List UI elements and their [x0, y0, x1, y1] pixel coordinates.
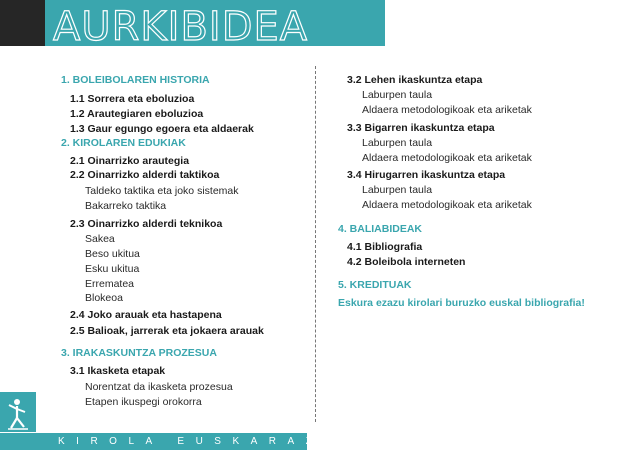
toc-subitem-3-2-a: Laburpen taula — [362, 89, 433, 101]
toc-item-1-3: 1.3 Gaur egungo egoera eta aldaerak — [70, 123, 254, 135]
section-heading-5: 5. KREDITUAK — [338, 279, 412, 291]
toc-item-4-1: 4.1 Bibliografia — [347, 241, 423, 253]
toc-item-3-2: 3.2 Lehen ikaskuntza etapa — [347, 74, 483, 86]
footer-brand: KIROLA EUSKARAZ — [58, 436, 324, 447]
toc-subitem-3-4-b: Aldaera metodologikoak eta ariketak — [362, 199, 532, 211]
toc-item-4-2: 4.2 Boleibola interneten — [347, 256, 466, 268]
toc-subitem-3-1-b: Etapen ikuspegi orokorra — [85, 396, 202, 408]
header-title-band — [45, 0, 385, 46]
toc-subitem-2-3-a: Sakea — [85, 233, 115, 245]
toc-item-1-1: 1.1 Sorrera eta eboluzioa — [70, 93, 195, 105]
column-divider — [315, 66, 316, 422]
credits-note: Eskura ezazu kirolari buruzko euskal bibliografia! — [338, 297, 585, 309]
section-heading-4: 4. BALIABIDEAK — [338, 223, 423, 235]
toc-subitem-3-3-b: Aldaera metodologikoak eta ariketak — [362, 152, 532, 164]
toc-item-3-1: 3.1 Ikasketa etapak — [70, 365, 166, 377]
toc-subitem-2-2-a: Taldeko taktika eta joko sistemak — [85, 185, 239, 197]
section-heading-1: 1. BOLEIBOLAREN HISTORIA — [61, 74, 210, 86]
toc-item-3-4: 3.4 Hirugarren ikaskuntza etapa — [347, 169, 506, 181]
toc-subitem-3-1-a: Norentzat da ikasketa prozesua — [85, 381, 233, 393]
toc-item-3-3: 3.3 Bigarren ikaskuntza etapa — [347, 122, 495, 134]
toc-subitem-2-3-b: Beso ukitua — [85, 248, 140, 260]
section-heading-2: 2. KIROLAREN EDUKIAK — [61, 137, 186, 149]
toc-subitem-2-2-b: Bakarreko taktika — [85, 200, 167, 212]
toc-item-2-5: 2.5 Balioak, jarrerak eta jokaera arauak — [70, 325, 264, 337]
header-dark-block — [0, 0, 45, 46]
toc-subitem-3-4-a: Laburpen taula — [362, 184, 433, 196]
section-heading-3: 3. IRAKASKUNTZA PROZESUA — [61, 347, 217, 359]
toc-item-2-4: 2.4 Joko arauak eta hastapena — [70, 309, 222, 321]
toc-subitem-2-3-d: Errematea — [85, 278, 135, 290]
toc-subitem-3-3-a: Laburpen taula — [362, 137, 433, 149]
kirola-euskaraz-logo-icon — [4, 398, 32, 432]
toc-item-2-3: 2.3 Oinarrizko alderdi teknikoa — [70, 218, 223, 230]
toc-item-2-2: 2.2 Oinarrizko alderdi taktikoa — [70, 169, 220, 181]
toc-subitem-2-3-e: Blokeoa — [85, 292, 123, 304]
toc-item-2-1: 2.1 Oinarrizko arautegia — [70, 155, 190, 167]
toc-item-1-2: 1.2 Arautegiaren eboluzioa — [70, 108, 204, 120]
toc-subitem-2-3-c: Esku ukitua — [85, 263, 140, 275]
page-title: AURKIBIDEA — [53, 4, 309, 46]
toc-subitem-3-2-b: Aldaera metodologikoak eta ariketak — [362, 104, 532, 116]
